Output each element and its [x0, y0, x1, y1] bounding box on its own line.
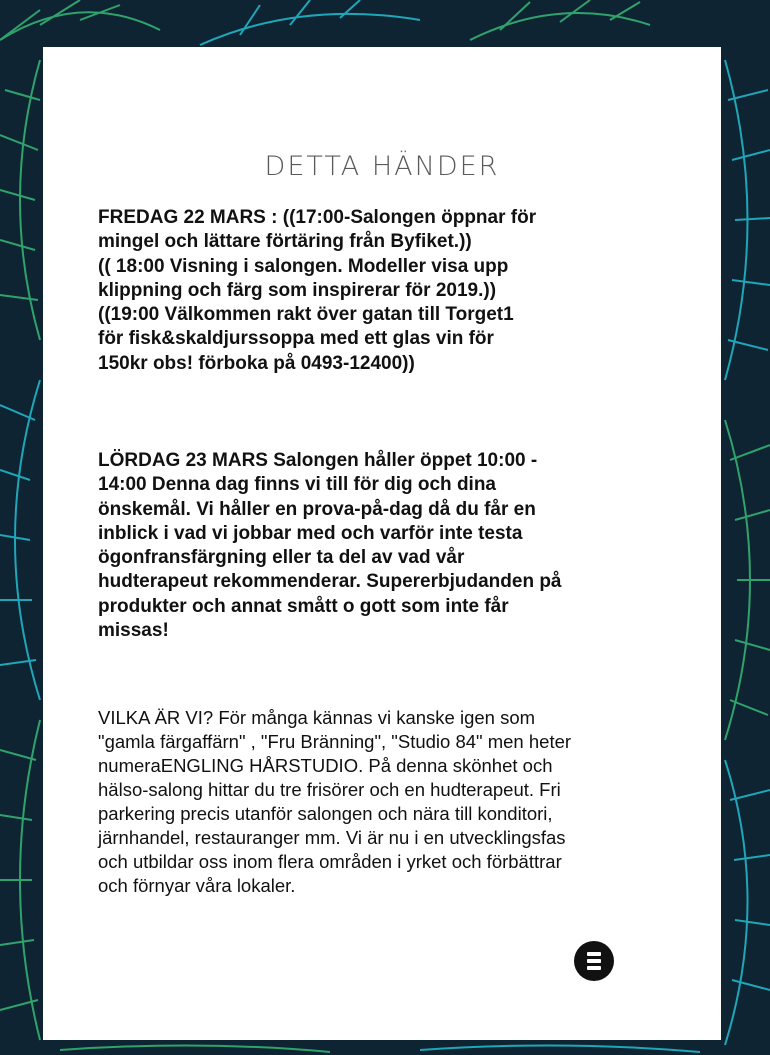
text-line: (( 18:00 Visning i salongen. Modeller visa upp: [98, 255, 509, 277]
text-line: LÖRDAG 23 MARS Salongen håller öppet 10:00 -: [98, 450, 538, 471]
e-logo-icon[interactable]: [574, 941, 614, 981]
text-line: hudterapeut rekommenderar. Supererbjudanden på: [98, 571, 562, 593]
text-line: "gamla färgaffärn" , "Fru Bränning", "Studio 84" men heter: [98, 731, 572, 752]
flyer-card: [43, 47, 721, 1040]
about-section: [98, 706, 688, 898]
text-line: och förnyar våra lokaler.: [98, 875, 296, 896]
text-line: järnhandel, restauranger mm. Vi är nu i en utvecklingsfas: [98, 827, 566, 848]
text-line: inblick i vad vi jobbar med och varför inte testa: [98, 522, 523, 544]
text-line: missas!: [98, 620, 169, 642]
text-line: klippning och färg som inspirerar för 2019.)): [98, 279, 497, 301]
text-line: ((19:00 Välkommen rakt över gatan till Torget1: [98, 304, 514, 326]
text-line: ögonfransfärgning eller ta del av vad vår: [98, 547, 465, 569]
text-line: för fisk&skaldjurssoppa med ett glas vin för: [98, 328, 494, 350]
text-line: hälso-salong hittar du tre frisörer och en hudterapeut. Fri: [98, 779, 561, 800]
text-line: 14:00 Denna dag finns vi till för dig och dina: [98, 474, 496, 496]
text-line: önskemål. Vi håller en prova-på-dag då du får en: [98, 498, 536, 520]
friday-section: [98, 206, 688, 376]
text-line: mingel och lättare förtäring från Byfiket.)): [98, 231, 472, 253]
text-line: VILKA ÄR VI? För många kännas vi kanske igen som: [98, 707, 536, 728]
text-line: FREDAG 22 MARS : ((17:00-Salongen öppnar för: [98, 207, 537, 228]
text-line: produkter och annat smått o gott som inte får: [98, 595, 509, 617]
saturday-section: [98, 449, 688, 643]
page-title: DETTA HÄNDER: [264, 151, 500, 182]
text-line: parkering precis utanför salongen och nära till konditori,: [98, 803, 553, 824]
text-line: numeraENGLING HÅRSTUDIO. På denna skönhet och: [98, 755, 553, 776]
text-line: 150kr obs! förboka på 0493-12400)): [98, 352, 415, 374]
text-line: och utbildar oss inom flera områden i yrket och förbättrar: [98, 851, 562, 872]
